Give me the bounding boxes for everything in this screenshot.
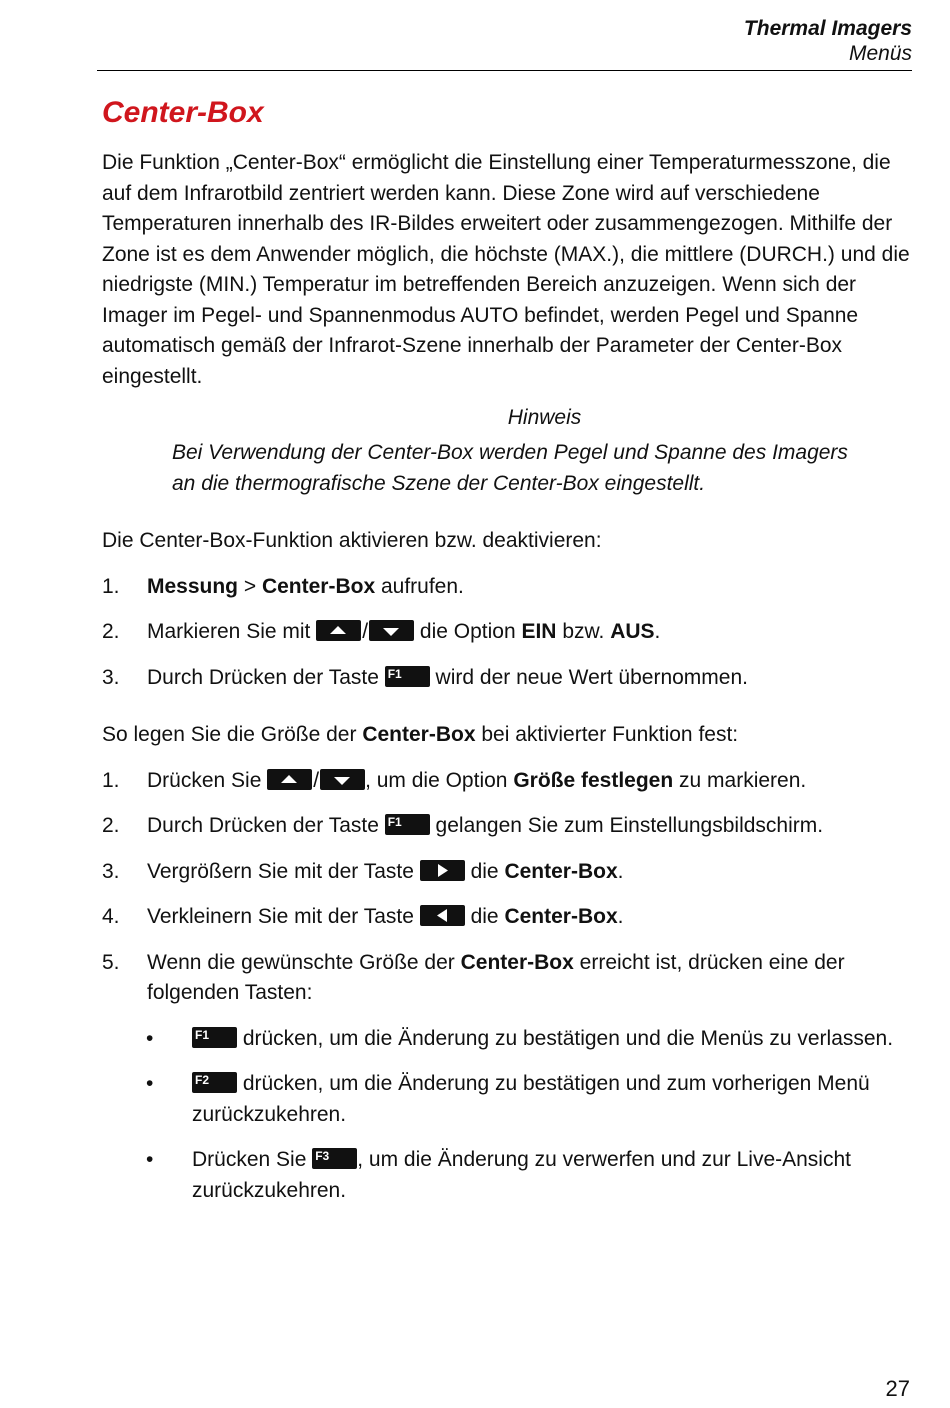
menu-center-box: Center-Box: [261, 574, 376, 598]
f2-key-icon: F2: [192, 1072, 237, 1093]
step-number: 2.: [102, 814, 120, 837]
header-product: Thermal Imagers: [743, 17, 912, 40]
bullet-dot: •: [146, 1026, 154, 1050]
size-step-4: 4. Verkleinern Sie mit der Taste die Center-Box.: [102, 902, 917, 933]
page-content: [102, 94, 917, 1206]
down-arrow-icon: [320, 769, 365, 790]
step-number: 4.: [102, 905, 120, 928]
size-steps: [102, 766, 917, 1009]
size-step-1: 1. Drücken Sie / , um die Option Größe festlegen zu markieren.: [102, 766, 917, 797]
running-header: [97, 16, 912, 66]
menu-measure: Messung: [147, 574, 239, 598]
activate-lead: Die Center-Box-Funktion aktivieren bzw. deaktivieren:: [102, 529, 602, 552]
header-chapter: Menüs: [848, 42, 912, 65]
right-arrow-icon: [420, 860, 465, 881]
confirm-options: [102, 1024, 917, 1207]
size-step-5: 5. Wenn die gewünschte Größe der Center-Box erreicht ist, drücken eine der folgenden Tasten:: [102, 948, 917, 1009]
step-number: 1.: [102, 768, 120, 792]
note-body: Bei Verwendung der Center-Box werden Pegel und Spanne des Imagers an die thermografische Szene der Center-Box eingestellt.: [172, 441, 848, 495]
bullet-item: • F2 drücken, um die Änderung zu bestätigen und zum vorherigen Menü zurückzukehren.: [102, 1069, 917, 1130]
step-number: 1.: [102, 574, 120, 598]
size-step-3: 3. Vergrößern Sie mit der Taste die Center-Box.: [102, 857, 917, 888]
f1-key-icon: F1: [385, 666, 430, 687]
bullet-item: • Drücken Sie F3 , um die Änderung zu verwerfen und zur Live-Ansicht zurückzukehren.: [102, 1145, 917, 1206]
f1-key-icon: F1: [385, 814, 430, 835]
bullet-dot: •: [146, 1148, 154, 1171]
activate-steps: [102, 572, 917, 694]
left-arrow-icon: [420, 905, 465, 926]
up-arrow-icon: [267, 769, 312, 790]
bullet-item: • F1 drücken, um die Änderung zu bestätigen und die Menüs zu verlassen.: [102, 1024, 917, 1055]
f3-key-icon: F3: [312, 1148, 357, 1169]
page-number: 27: [885, 1376, 910, 1401]
activate-step-3: 3. Durch Drücken der Taste F1 wird der neue Wert übernommen.: [102, 663, 917, 694]
step-number: 3.: [102, 665, 120, 689]
f1-key-icon: F1: [192, 1027, 237, 1048]
bullet-dot: •: [146, 1072, 154, 1095]
header-divider: [97, 70, 912, 71]
activate-step-1: 1. Messung > Center-Box aufrufen.: [102, 572, 917, 603]
step-number: 3.: [102, 859, 120, 883]
size-step-2: 2. Durch Drücken der Taste F1 gelangen Sie zum Einstellungsbildschirm.: [102, 811, 917, 842]
note-title: Hinweis: [507, 406, 582, 429]
intro-paragraph: Die Funktion „Center-Box“ ermöglicht die Einstellung einer Temperaturmesszone, die auf dem Infrarotbild zentriert werden kann. Diese Zone wird auf verschiedene Temperaturen innerhalb des IR-Bildes erweitert oder zusammengezogen. Mithilfe der Zone ist es dem Anwender möglich, die höchste (MAX.), die mittlere (DURCH.) und die niedrigste (MIN.) Temperatur im betreffenden Bereich anzuzeigen. Wenn sich der Imager im Pegel- und Spannenmodus AUTO befindet, werden Pegel und Spanne automatisch gemäß der Infrarot-Szene innerhalb der Parameter der Center-Box eingestellt.: [102, 151, 910, 388]
step-number: 2.: [102, 620, 120, 643]
section-title: Center-Box: [102, 96, 264, 129]
step-number: 5.: [102, 950, 120, 974]
down-arrow-icon: [369, 620, 414, 641]
up-arrow-icon: [316, 620, 361, 641]
activate-step-2: 2. Markieren Sie mit / die Option EIN bzw. AUS.: [102, 617, 917, 648]
size-lead: So legen Sie die Größe der Center-Box bei aktivierter Funktion fest:: [102, 723, 739, 746]
